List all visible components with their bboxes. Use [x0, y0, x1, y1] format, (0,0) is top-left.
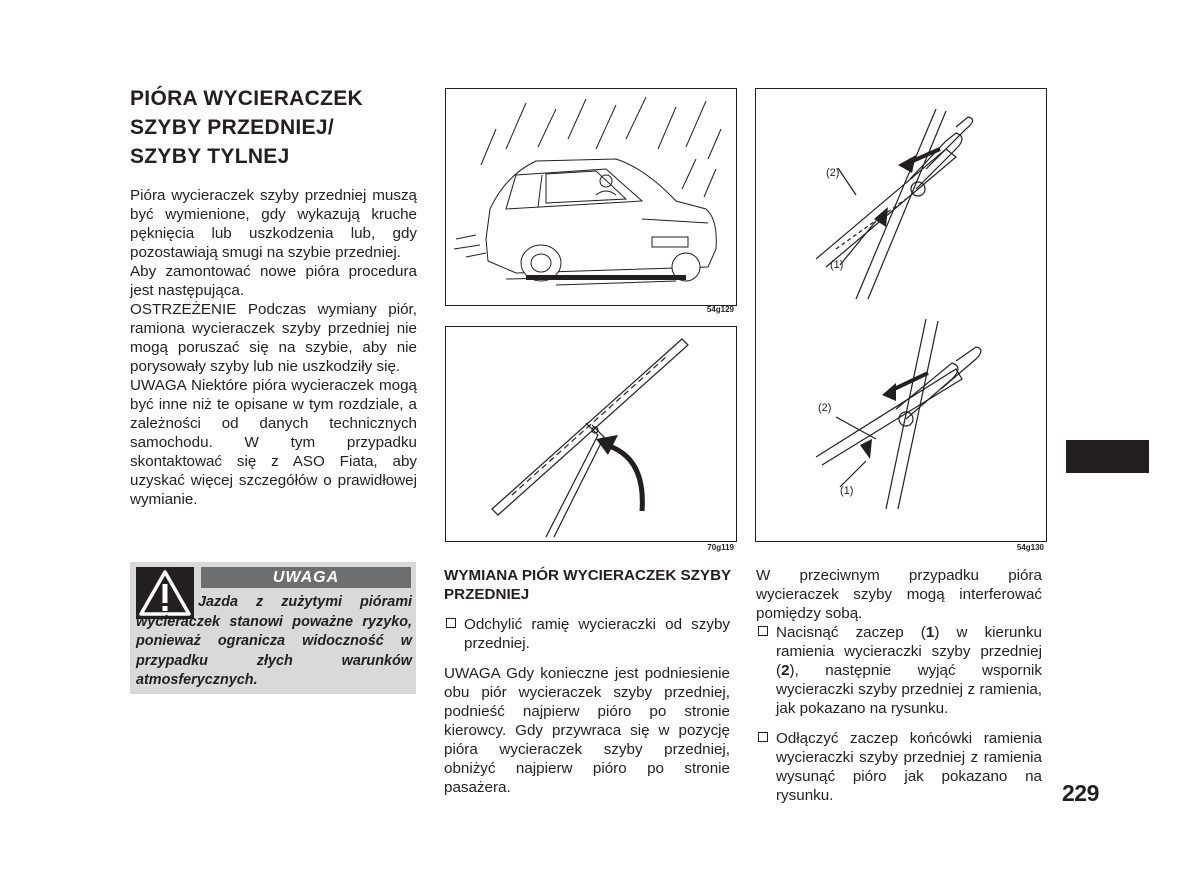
figure-wiper-hook — [755, 88, 1047, 542]
figure-car-rain — [445, 88, 737, 306]
checkbox-bullet-icon — [758, 626, 768, 636]
paragraph: Aby zamontować nowe pióra procedura jest następująca. — [130, 263, 417, 299]
callout-2: (2) — [826, 167, 840, 179]
title-line: SZYBY TYLNEJ — [130, 145, 290, 168]
callout-ref: 2 — [781, 662, 790, 679]
list-item-text: Nacisnąć zaczep ( — [776, 624, 926, 641]
page-title — [130, 84, 430, 171]
paragraph: UWAGA Gdy konieczne jest podniesienie obu piór wycieraczek szyby przedniej, podnieść najpierw pióro po stronie kierowcy. Gdy przywraca się w pozycję pióra wycieraczek szyby przedniej, obniżyć najpierw pióro po stronie pasażera. — [444, 665, 730, 796]
title-line: SZYBY PRZEDNIEJ/ — [130, 116, 334, 139]
checkbox-bullet-icon — [446, 618, 456, 628]
chapter-tab — [1066, 440, 1149, 473]
callout-1: (1) — [840, 485, 854, 497]
page-number: 229 — [1062, 780, 1099, 806]
list-item — [444, 615, 730, 653]
intro-text — [130, 186, 417, 509]
paragraph: Pióra wycieraczek szyby przedniej muszą być wymienione, gdy wykazują kruche pęknięcia lub uszkodzenia lub, gdy pozostawiają smugi na szybie przedniej. — [130, 187, 417, 261]
callout-1: (1) — [830, 259, 844, 271]
car-in-rain-illustration — [446, 89, 736, 305]
callout-ref: 1 — [925, 624, 935, 641]
warning-text — [136, 593, 412, 691]
list-item-text: Odłączyć zaczep końcówki ramienia wycieraczki szyby przedniej z ramienia wysunąć pióro jak pokazano na rysunku. — [776, 730, 1042, 804]
warning-body: Jazda z zużytymi piórami wycieraczek stanowi poważne ryzyko, ponieważ ogranicza widoczność w przypadku złych warunków atmosferycznych. — [136, 594, 412, 688]
figure-label: 54g129 — [706, 305, 734, 314]
checkbox-bullet-icon — [758, 732, 768, 742]
list-item — [756, 623, 1042, 718]
list-item-text: Odchylić ramię wycieraczki od szyby przedniej. — [464, 616, 730, 652]
list-item-text: ), następnie wyjąć wspornik wycieraczki szyby przedniej z ramienia, jak pokazano na rysunku. — [776, 662, 1042, 717]
figure-label: 54g130 — [1016, 543, 1044, 552]
callout-2: (2) — [818, 402, 832, 414]
wiper-blade-illustration — [446, 327, 736, 541]
paragraph: UWAGA Niektóre pióra wycieraczek mogą być inne niż te opisane w tym rozdziale, a zależności od danych technicznych samochodu. W tym przypadku skontaktować się z ASO Fiata, aby uzyskać więcej szczegółów o prawidłowej wymianie. — [130, 377, 417, 508]
title-line: PIÓRA WYCIERACZEK — [130, 87, 363, 110]
list-item-text: ) w kierunku ramienia wycieraczki szyby przedniej ( — [776, 624, 1042, 679]
figure-label: 70g119 — [707, 543, 734, 552]
section-wiper-replacement — [444, 566, 730, 797]
warning-heading: UWAGA — [201, 567, 411, 588]
list-item — [756, 729, 1042, 805]
paragraph: W przeciwnym przypadku pióra wycieraczek szyby mogą interferować pomiędzy sobą. — [756, 567, 1042, 622]
figure-wiper-blade — [445, 326, 737, 542]
section-heading: WYMIANA PIÓR WYCIERACZEK SZYBY PRZEDNIEJ — [444, 567, 731, 603]
wiper-hook-illustration — [756, 89, 1046, 541]
paragraph: OSTRZEŻENIE Podczas wymiany piór, ramiona wycieraczek szyby przedniej nie mogą poruszać się na szybie, aby nie porysowały szyby lub nie uszkodziły się. — [130, 301, 417, 375]
section-continuation — [756, 566, 1042, 805]
